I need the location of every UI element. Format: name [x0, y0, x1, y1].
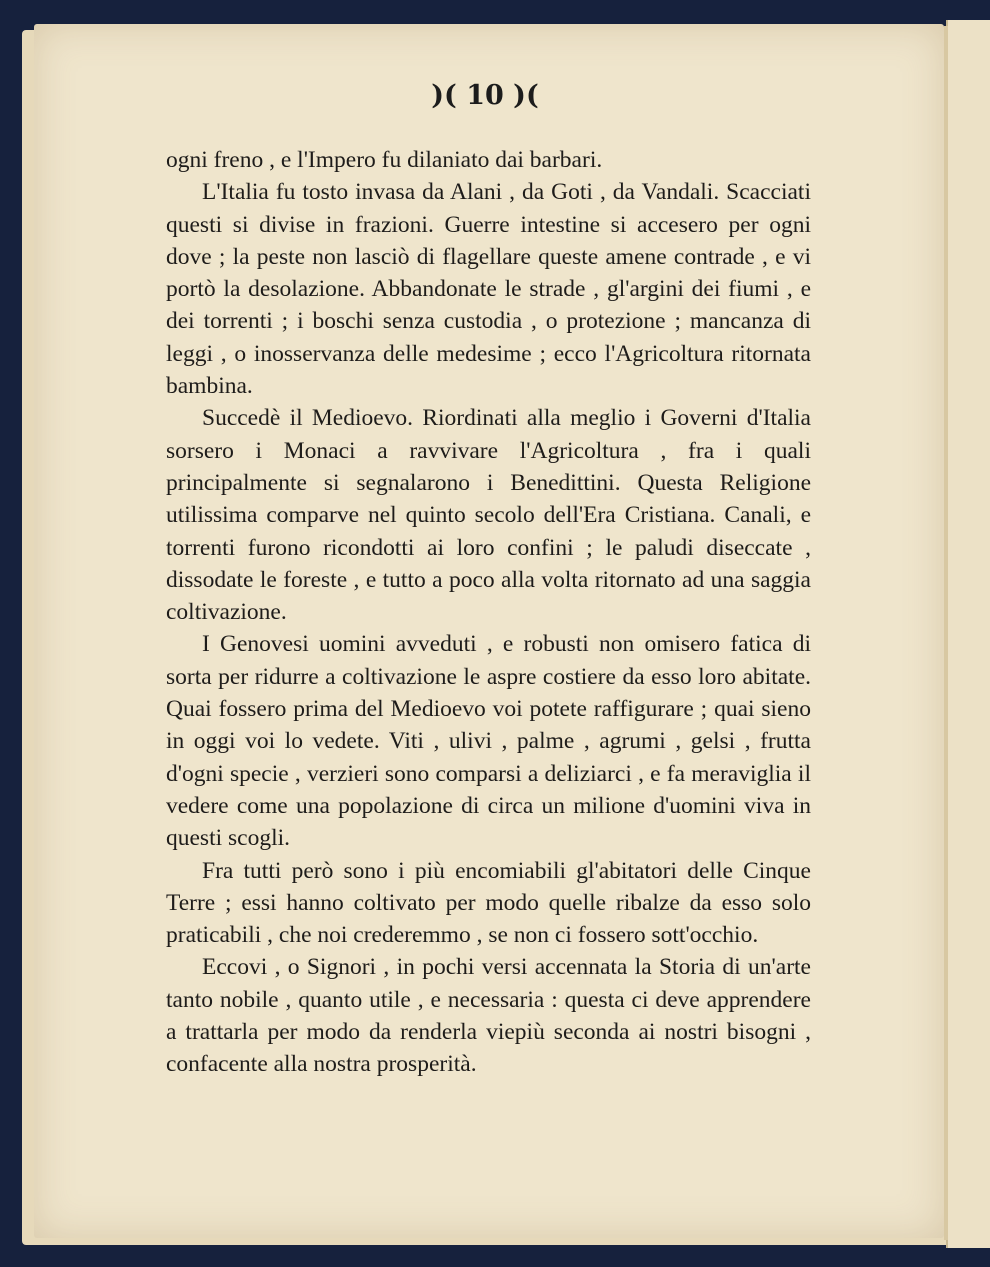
- page-number-text: )( 10 )(: [431, 80, 539, 111]
- page-edge-shadow: [944, 26, 948, 1240]
- facing-page-edge: [946, 20, 990, 1248]
- paragraph-5: Fra tutti però sono i più encomiabili gl'abitatori delle Cinque Terre ; essi hanno coltivato per modo quelle ribalze da esso solo praticabili , che noi crederemmo , se non ci fossero sott'occhio.: [166, 857, 811, 949]
- paragraph-6: Eccovi , o Signori , in pochi versi accennata la Storia di un'arte tanto nobile , quanto utile , e necessaria : questa ci deve apprendere a trattarla per modo da renderla viepiù seconda ai nostri bisogni , confacente alla nostra prosperità.: [166, 954, 811, 1078]
- paragraph-2: L'Italia fu tosto invasa da Alani , da Goti , da Vandali. Scacciati questi si divise in frazioni. Guerre intestine si accesero per ogni dove ; la peste non lasciò di flagellare queste amene contrade , e vi portò la desolazione. Abbandonate le strade , gl'argini dei fiumi , e dei torrenti ; i boschi senza custodia , o protezione ; mancanza di leggi , o inosservanza delle medesime ; ecco l'Agricoltura ritornata bambina.: [166, 179, 811, 400]
- body-text: [166, 144, 811, 1081]
- paragraph-4: I Genovesi uomini avveduti , e robusti non omisero fatica di sorta per ridurre a coltivazione le aspre costiere da esso loro abitate. Quai fossero prima del Medioevo voi potete raffigurare ; quai sieno in oggi voi lo vedete. Viti , ulivi , palme , agrumi , gelsi , frutta d'ogni specie , verzieri sono comparsi a deliziarci , e fa meraviglia il vedere come una popolazione di circa un milione d'uomini viva in questi scogli.: [166, 631, 811, 852]
- page-number: [0, 80, 990, 111]
- paragraph-3: Succedè il Medioevo. Riordinati alla meglio i Governi d'Italia sorsero i Monaci a ravvivare l'Agricoltura , fra i quali principalmente si segnalarono i Benedittini. Questa Religione utilissima comparve nel quinto secolo dell'Era Cristiana. Canali, e torrenti furono ricondotti ai loro confini ; le paludi diseccate , dissodate le foreste , e tutto a poco alla volta ritornato ad una saggia coltivazione.: [166, 405, 811, 626]
- paragraph-1: ogni freno , e l'Impero fu dilaniato dai barbari.: [166, 147, 603, 173]
